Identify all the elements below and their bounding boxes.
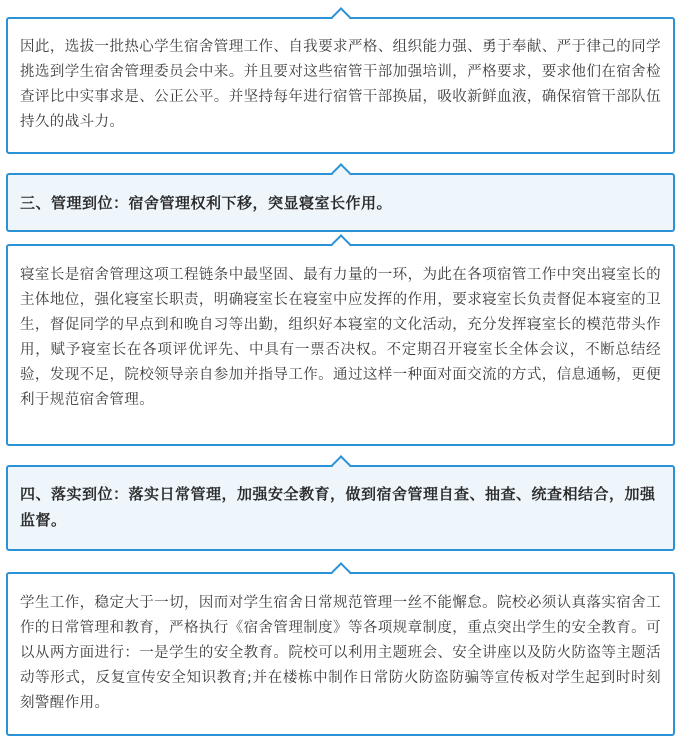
card-arrow-decoration (331, 234, 351, 254)
paragraph-safety-education: 学生工作，稳定大于一切，因而对学生宿舍日常规范管理一丝不能懈怠。院校必须认真落实宿舍工作的日常管理和教育，严格执行《宿舍管理制度》等各项规章制度，重点突出学生的安全教育。可以从两方面进行：一是学生的安全教育。院校可以利用主题班会、安全讲座以及防火防盗等主题活动等形式，反复宣传安全知识教育;并在楼栋中制作日常防火防盗防骗等宣传板对学生起到时时刻刻警醒作用。 (20, 595, 661, 711)
content-card-3 (6, 572, 675, 736)
card-arrow-decoration (331, 163, 351, 183)
paragraph-cadre-selection: 因此，选拔一批热心学生宿舍管理工作、自我要求严格、组织能力强、勇于奉献、严于律己的同学挑选到学生宿舍管理委员会中来。并且要对这些宿管干部加强培训，严格要求，要求他们在宿舍检查评比中实事求是、公正公平。并坚持每年进行宿管干部换届，吸收新鲜血液，确保宿管干部队伍持久的战斗力。 (20, 39, 661, 130)
card-arrow-decoration (331, 562, 351, 582)
heading-card-4 (6, 465, 675, 551)
paragraph-dorm-leader-role: 寝室长是宿舍管理这项工程链条中最坚固、最有力量的一环，为此在各项宿管工作中突出寝室长的主体地位，强化寝室长职责，明确寝室长在寝室中应发挥的作用，要求寝室长负责督促本寝室的卫生，督促同学的早点到和晚自习等出勤，组织好本寝室的文化活动，充分发挥寝室长的模范带头作用，赋予寝室长在各项评优评先、中具有一票否决权。不定期召开寝室长全体会议，不断总结经验，发现不足，院校领导亲自参加并指导工作。通过这样一种面对面交流的方式，信息通畅，更便利于规范宿舍管理。 (20, 267, 661, 408)
content-card-2 (6, 244, 675, 446)
card-arrow-decoration (331, 7, 351, 27)
card-arrow-decoration (331, 455, 351, 475)
heading-card-3 (6, 173, 675, 232)
section-heading-4: 四、落实到位：落实日常管理，加强安全教育，做到宿舍管理自查、抽查、统查相结合，加强监督。 (20, 485, 656, 529)
section-heading-3: 三、管理到位：宿舍管理权利下移，突显寝室长作用。 (20, 194, 393, 212)
content-card-1 (6, 17, 675, 154)
